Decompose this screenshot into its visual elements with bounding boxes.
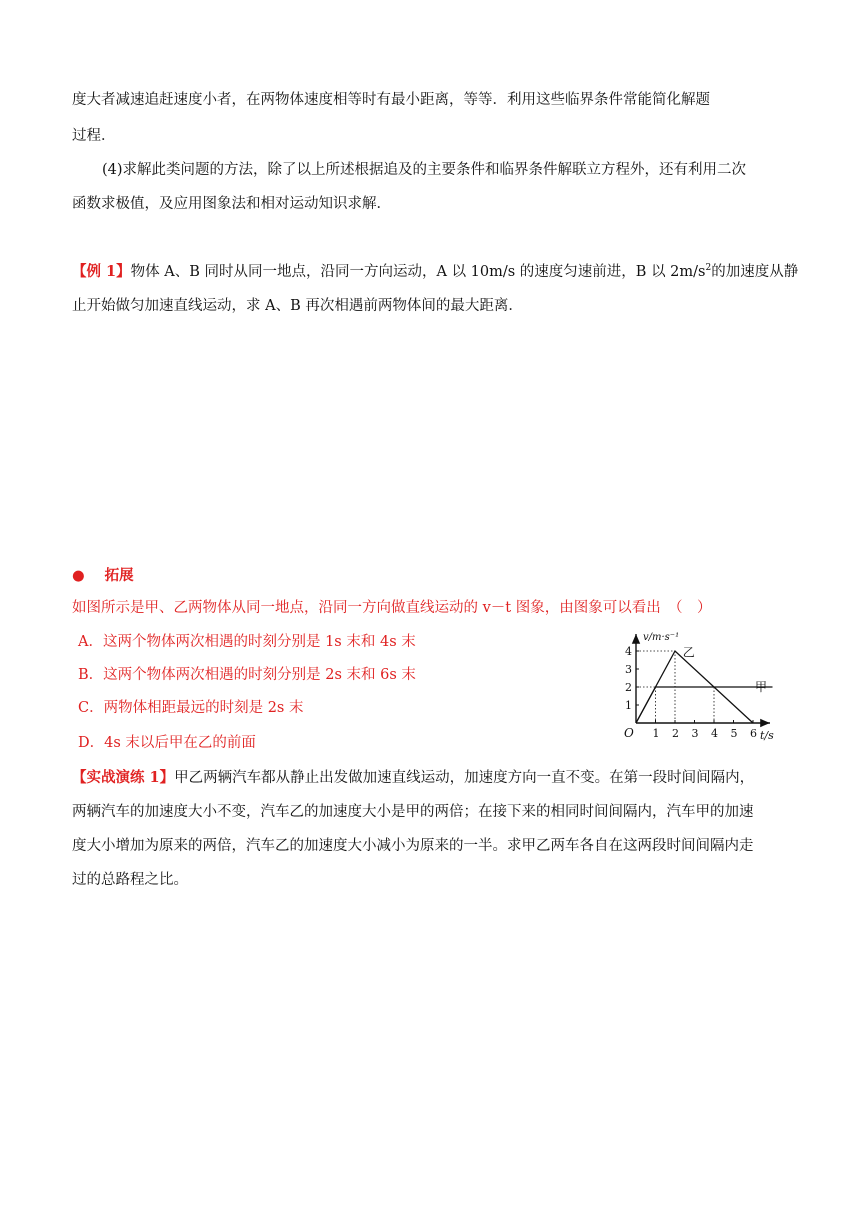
y-axis-label: v/m·s⁻¹ (643, 632, 680, 643)
extension-title: 拓展 (104, 567, 134, 584)
practice-1-line-4: 过的总路程之比。 (72, 872, 188, 888)
option-a: A．这两个物体两次相遇的时刻分别是 1s 末和 4s 末 (78, 634, 416, 650)
series-jia-label: 甲 (754, 680, 767, 694)
series-yi-label: 乙 (682, 645, 695, 660)
extension-header (72, 566, 134, 586)
example-1-text-b: 的加速度从静 (711, 264, 799, 280)
intro-line-4: 函数求极值，及应用图象法和相对运动知识求解． (72, 196, 391, 212)
x-tick-label: 2 (672, 727, 679, 740)
practice-1-line-1 (72, 768, 754, 788)
x-axis-label: t/s (760, 729, 774, 742)
option-c: C．两物体相距最远的时刻是 2s 末 (78, 700, 304, 716)
option-b: B．这两个物体两次相遇的时刻分别是 2s 末和 6s 末 (78, 667, 416, 683)
example-1-tag: 【例 1】 (72, 263, 131, 280)
bullet-icon: ● (72, 567, 85, 584)
practice-1-line-3: 度大小增加为原来的两倍，汽车乙的加速度大小减小为原来的一半。求甲乙两车各自在这两段时间间隔内走 (72, 838, 754, 854)
example-1-line-2: 止开始做匀加速直线运动，求 A、B 再次相遇前两物体间的最大距离． (72, 298, 523, 314)
intro-line-1: 度大者减速追赶速度小者，在两物体速度相等时有最小距离，等等．利用这些临界条件常能简化解题 (72, 92, 710, 108)
origin-label: O (624, 726, 634, 740)
y-tick-label: 3 (625, 663, 632, 676)
option-d: D．4s 末以后甲在乙的前面 (78, 735, 256, 751)
practice-1-line-2: 两辆汽车的加速度大小不变，汽车乙的加速度大小是甲的两倍；在接下来的相同时间间隔内，汽车甲的加速 (72, 804, 754, 820)
practice-1-tag: 【实战演练 1】 (72, 769, 175, 786)
example-1-superscript: 2 (705, 263, 712, 273)
vt-graph (616, 630, 786, 745)
intro-line-2: 过程． (72, 128, 116, 144)
x-tick-label: 1 (652, 727, 660, 740)
x-tick-label: 3 (691, 727, 699, 740)
intro-line-3: (4)求解此类问题的方法，除了以上所述根据追及的主要条件和临界条件解联立方程外，还有利用二次 (102, 162, 747, 178)
x-tick-label: 6 (750, 727, 757, 740)
extension-question: 如图所示是甲、乙两物体从同一地点，沿同一方向做直线运动的 v－t 图象，由图象可以看出 （ ） (72, 600, 712, 616)
example-1-text-a: 物体 A、B 同时从同一地点，沿同一方向运动，A 以 10m/s 的速度匀速前进，B 以 2m/s (130, 264, 706, 280)
x-tick-label: 5 (730, 727, 738, 740)
practice-1-text: 甲乙两辆汽车都从静止出发做加速直线运动，加速度方向一直不变。在第一段时间间隔内， (174, 770, 755, 786)
example-1-line-1 (72, 262, 798, 282)
y-tick-label: 4 (625, 645, 632, 658)
x-tick-label: 4 (711, 727, 718, 740)
y-tick-label: 1 (625, 699, 632, 712)
y-tick-label: 2 (625, 681, 632, 694)
series-jia-line (636, 687, 773, 723)
